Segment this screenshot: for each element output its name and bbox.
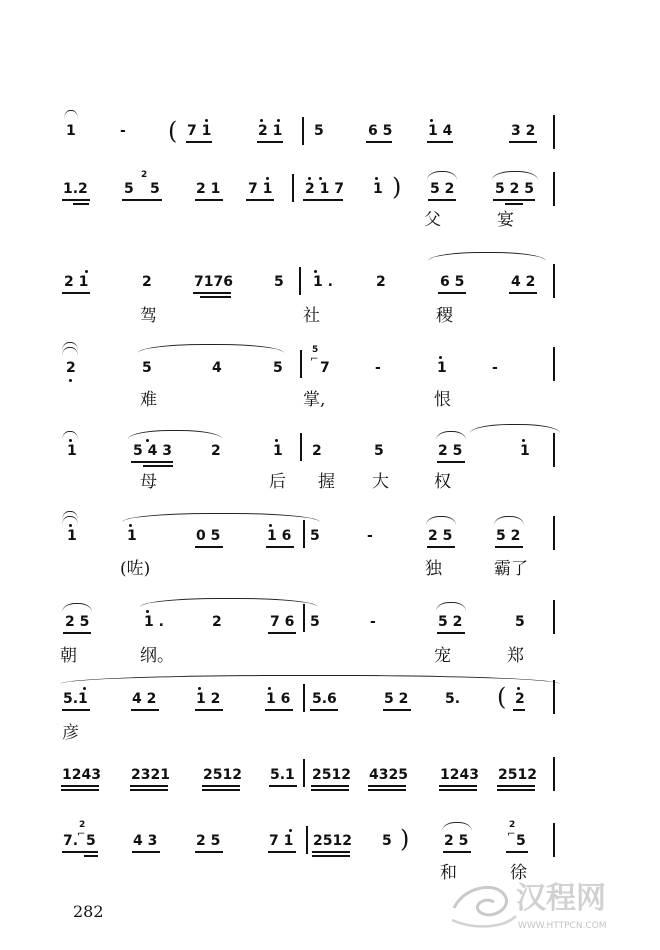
grace-note: 5 [312, 345, 319, 355]
beam [62, 292, 90, 294]
barline [299, 267, 301, 295]
note-group: 7 6 [270, 614, 295, 630]
high-dot [289, 829, 292, 832]
barline [553, 433, 555, 467]
beam [495, 546, 523, 548]
beam [366, 141, 392, 143]
high-dot [522, 439, 525, 442]
high-dot [269, 524, 272, 527]
beam [428, 199, 456, 201]
note-group: 7176 [194, 274, 233, 290]
lyric: 难 [140, 390, 157, 410]
lyric: 驾 [140, 306, 157, 326]
note: 2 [312, 443, 322, 459]
slur [138, 344, 284, 353]
barline [553, 347, 555, 381]
lyric: 郑 [507, 646, 524, 666]
note: 1 [373, 181, 383, 197]
beam [62, 199, 90, 201]
beam [437, 632, 465, 634]
note: 1 [67, 443, 77, 459]
lyric: 宴 [497, 210, 514, 230]
beam [130, 785, 168, 787]
note: 5 [124, 181, 134, 197]
slur [442, 822, 472, 831]
lyric: 宠 [434, 646, 451, 666]
note-group: 6 5 [368, 123, 393, 139]
beam [62, 851, 98, 853]
lyric: 纲。 [140, 646, 174, 666]
beam [266, 546, 294, 548]
note-group: 1 2 [196, 691, 221, 707]
note: 2 [211, 443, 221, 459]
note: 7 [320, 360, 330, 376]
ornament-mark: ⌐ [310, 354, 319, 365]
lyric: 独 [425, 559, 442, 579]
beam [61, 785, 99, 787]
high-dot [83, 687, 86, 690]
beam [84, 855, 98, 857]
beam [427, 141, 453, 143]
note-group: 2 5 [438, 443, 463, 459]
slur [128, 430, 222, 439]
beam [439, 789, 477, 791]
dash: - [367, 528, 373, 544]
note-group: 5.6 [312, 691, 337, 707]
note-group: 4 2 [511, 274, 536, 290]
high-dot [277, 119, 280, 122]
note: 5 [516, 833, 526, 849]
lyric: 徐 [510, 863, 527, 883]
beam [246, 199, 274, 201]
beam [61, 789, 99, 791]
slur [60, 675, 560, 684]
watermark-swirl-icon [444, 868, 634, 938]
note-group: 2 1 7 [305, 181, 344, 197]
note-group: 2321 [131, 767, 170, 783]
note-group: 2 5 [444, 833, 469, 849]
note-group: 1 6 [267, 528, 292, 544]
beam [493, 199, 535, 201]
barline [303, 520, 305, 548]
beam [437, 461, 465, 463]
beam [509, 292, 537, 294]
lyric: 掌, [303, 390, 326, 410]
high-dot [129, 524, 132, 527]
note-group: 4 3 [133, 833, 158, 849]
barline [302, 117, 304, 145]
slur [428, 252, 546, 261]
beam [200, 296, 231, 298]
high-dot [198, 687, 201, 690]
note: 1 [127, 528, 137, 544]
note-group: 2512 [312, 767, 351, 783]
beam [195, 546, 223, 548]
lyric: 握 [318, 472, 335, 492]
high-dot [146, 610, 149, 613]
beam [303, 199, 343, 201]
note-group: 1 6 [266, 691, 291, 707]
dash: - [492, 360, 498, 376]
beam [143, 465, 173, 467]
slur [122, 513, 320, 522]
note-group: 2512 [313, 833, 352, 849]
lyric: 和 [440, 863, 457, 883]
watermark-logo [444, 868, 634, 938]
low-dot [69, 379, 72, 382]
lyric: 彦 [62, 723, 79, 743]
lyric: 后 [269, 472, 286, 492]
high-dot [430, 119, 433, 122]
barline [553, 115, 555, 149]
note: 7. [63, 833, 79, 849]
beam [443, 851, 471, 853]
tie-mark [64, 110, 78, 119]
barline [303, 684, 305, 712]
beam [186, 141, 212, 143]
beam [202, 785, 240, 787]
note-group: 1243 [440, 767, 479, 783]
slur [470, 424, 560, 433]
note-group: 2 1 [258, 123, 283, 139]
barline [553, 600, 555, 634]
note: 2 [66, 360, 76, 376]
beam [73, 203, 89, 205]
ornament-mark: ⌐ [507, 829, 516, 840]
beam [62, 709, 90, 711]
beam [506, 851, 528, 853]
note: 2 [515, 691, 525, 707]
barline [306, 826, 308, 854]
note: 1 [66, 123, 76, 139]
beam [130, 789, 168, 791]
high-dot [319, 177, 322, 180]
note-group: 5 2 [438, 614, 463, 630]
beam [193, 292, 231, 294]
tie-mark [62, 347, 78, 356]
note: 5. [445, 691, 461, 707]
lyric: 父 [424, 210, 441, 230]
beam [257, 141, 283, 143]
note-group: 7 1 [269, 833, 294, 849]
note: 5 [310, 614, 320, 630]
note-group: 2 1 [196, 181, 221, 197]
beam [131, 709, 159, 711]
beam [312, 855, 350, 857]
slur [140, 598, 318, 607]
beam [513, 709, 525, 711]
beam [497, 789, 535, 791]
high-dot [266, 177, 269, 180]
note-group: 4325 [369, 767, 408, 783]
high-dot [268, 687, 271, 690]
note: 2 [142, 274, 152, 290]
beam [310, 709, 338, 711]
note-group: 5 2 [496, 528, 521, 544]
beam [311, 789, 349, 791]
note-group: 2 5 [196, 833, 221, 849]
note-group: 2 5 [65, 614, 90, 630]
note-group: 1.2 [63, 181, 88, 197]
beam [505, 203, 523, 205]
dash: - [370, 614, 376, 630]
note-group: 1 . [144, 614, 164, 630]
slur [427, 171, 457, 180]
note-group: 7 1 [187, 123, 212, 139]
grace-note: 2 [509, 820, 516, 830]
note: 1 [520, 443, 530, 459]
barline [292, 174, 294, 202]
note-group: 2512 [498, 767, 537, 783]
high-dot [205, 119, 208, 122]
barline [303, 759, 305, 787]
note: 5 [314, 123, 324, 139]
slur [426, 516, 456, 525]
grace-note: 2 [141, 170, 148, 180]
note-group: 5 2 [430, 181, 455, 197]
note-group: 4 2 [132, 691, 157, 707]
beam [438, 292, 466, 294]
note-group: 5 2 [384, 691, 409, 707]
grace-note: 2 [79, 820, 86, 830]
beam [312, 851, 350, 853]
note: 5 [86, 833, 96, 849]
barline [553, 757, 555, 791]
beam [497, 785, 535, 787]
slur [492, 171, 538, 180]
high-dot [439, 356, 442, 359]
note: 5 [273, 360, 283, 376]
high-dot [146, 439, 149, 442]
beam [195, 709, 223, 711]
dash: - [375, 360, 381, 376]
note: 1 [67, 528, 77, 544]
note: 5 [142, 360, 152, 376]
high-dot [69, 524, 72, 527]
beam [268, 632, 296, 634]
barline [553, 264, 555, 298]
watermark-brand: 汉程网 [516, 881, 606, 916]
lyric: (咗) [120, 559, 151, 579]
note: 1 [437, 360, 447, 376]
high-dot [517, 687, 520, 690]
barline [553, 680, 555, 714]
note-group: 5.1 [63, 691, 88, 707]
note-group: 6 5 [440, 274, 465, 290]
lyric: 朝 [60, 646, 77, 666]
dash: - [120, 123, 126, 139]
lyric: 霸了 [494, 559, 528, 579]
watermark-url: WWW.HTTPCN.COM [518, 921, 607, 931]
beam [311, 785, 349, 787]
high-dot [375, 177, 378, 180]
lyric: 大 [372, 472, 389, 492]
beam [195, 199, 223, 201]
slur [62, 603, 92, 612]
beam [427, 546, 455, 548]
slur [494, 516, 524, 525]
note: 2 [376, 274, 386, 290]
lyric: 母 [140, 472, 157, 492]
note-group: 7 1 [248, 181, 273, 197]
note-group: 1243 [62, 767, 101, 783]
note-group: 2512 [203, 767, 242, 783]
beam [509, 141, 537, 143]
barline [303, 604, 305, 632]
slur [436, 602, 466, 611]
high-dot [260, 119, 263, 122]
barline [300, 433, 302, 461]
note: 5 [374, 443, 384, 459]
note-group: 2 1 [64, 274, 89, 290]
note-group: 1 . [313, 274, 333, 290]
beam [368, 785, 406, 787]
barline [553, 823, 555, 857]
beam [131, 461, 173, 463]
note: 5 [515, 614, 525, 630]
high-dot [275, 439, 278, 442]
note-group: 5 4 3 [133, 443, 172, 459]
note: 1 [273, 443, 283, 459]
lyric: 稷 [436, 306, 453, 326]
barline [553, 172, 555, 206]
beam [383, 709, 411, 711]
high-dot [69, 439, 72, 442]
beam [195, 851, 223, 853]
beam [202, 789, 240, 791]
note: 5 [382, 833, 392, 849]
note: 5 [310, 528, 320, 544]
lyric: 恨 [434, 390, 451, 410]
note-group: 5.1 [270, 767, 295, 783]
open-paren: ( [168, 117, 178, 145]
beam [265, 709, 293, 711]
note: 5 [150, 181, 160, 197]
close-paren: ) [400, 825, 410, 853]
page-number: 282 [73, 902, 104, 921]
beam [132, 851, 160, 853]
ornament-mark: ⌐ [77, 829, 86, 840]
beam [439, 785, 477, 787]
barline [553, 516, 555, 550]
beam [268, 851, 296, 853]
note-group: 1 4 [428, 123, 453, 139]
note-group: 0 5 [196, 528, 221, 544]
high-dot [314, 270, 317, 273]
lyric: 社 [303, 306, 320, 326]
beam [368, 789, 406, 791]
close-paren: ) [392, 173, 402, 201]
open-paren: ( [497, 683, 507, 711]
beam [269, 785, 297, 787]
note-group: 5 2 5 [495, 181, 534, 197]
note: 5 [274, 274, 284, 290]
beam [63, 632, 91, 634]
note: 2 [212, 614, 222, 630]
note: 4 [212, 360, 222, 376]
high-dot [85, 270, 88, 273]
note-group: 2 5 [428, 528, 453, 544]
slur [436, 431, 466, 440]
lyric: 权 [434, 472, 451, 492]
note-group: 3 2 [511, 123, 536, 139]
high-dot [308, 177, 311, 180]
barline [300, 350, 302, 378]
beam [122, 199, 162, 201]
